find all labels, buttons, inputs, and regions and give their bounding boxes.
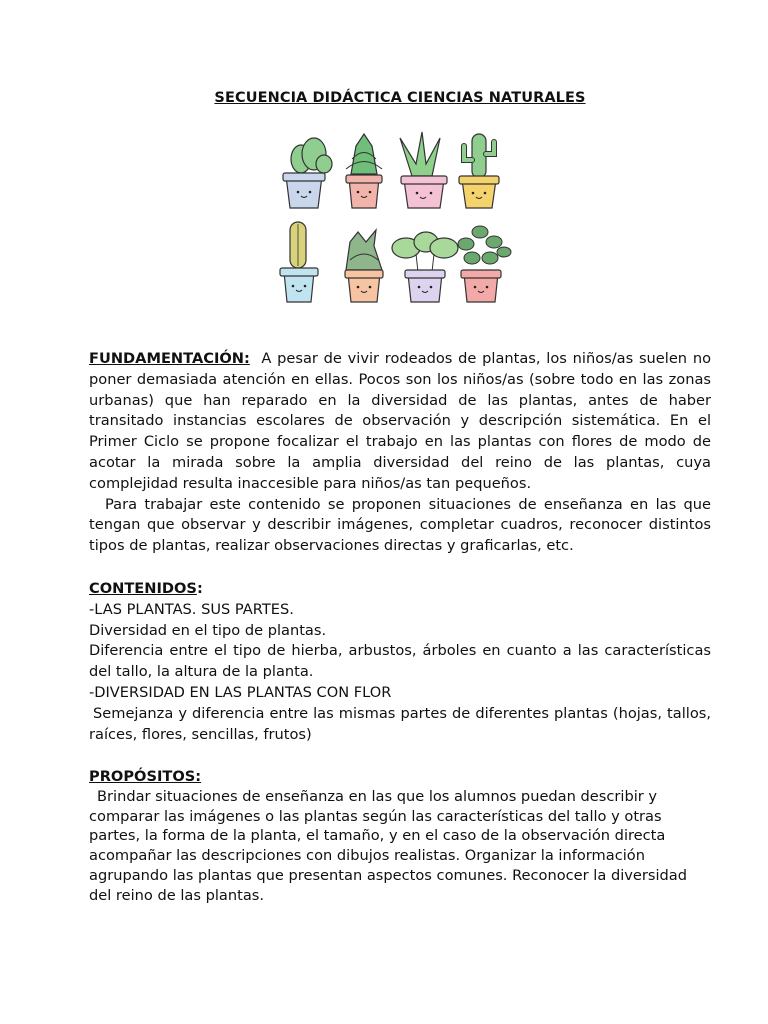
page-title: SECUENCIA DIDÁCTICA CIENCIAS NATURALES <box>214 90 586 106</box>
propositos-section <box>89 767 711 906</box>
contenidos-line: -DIVERSIDAD EN LAS PLANTAS CON FLOR <box>89 683 392 701</box>
contenidos-heading: CONTENIDOS <box>89 580 197 597</box>
fundamentacion-text-1: A pesar de vivir rodeados de plantas, los niños/as suelen no poner demasiada atención en ellas. Pocos son los niños/as (sobre todo en las zonas urbanas) que han reparado en la diversidad de las plantas, antes de haber transitado instancias escolares de observación y descripción sistemática. En el Primer Ciclo se propone focalizar el trabajo en las plantas con flores de modo de acotar la mirada sobre la amplia diversidad del reino de las plantas, cuya complejidad resulta inaccesible para niños/as tan pequeños. <box>89 350 711 492</box>
succulent-plant-1-icon <box>346 134 382 208</box>
contenidos-heading-colon: : <box>196 580 203 597</box>
fundamentacion-paragraph-1 <box>89 349 711 495</box>
potted-plants-illustration <box>276 124 526 314</box>
fundamentacion-section <box>89 349 711 557</box>
contenidos-line: -LAS PLANTAS. SUS PARTES. <box>89 600 294 618</box>
contenidos-heading-line <box>89 579 711 600</box>
bushy-plant-icon <box>458 226 511 302</box>
propositos-heading-line <box>89 767 711 787</box>
leafy-plant-icon <box>392 232 458 302</box>
saguaro-cactus-icon <box>459 134 499 208</box>
cactus-plant-2-icon <box>280 222 318 302</box>
propositos-paragraph: Brindar situaciones de enseñanza en las que los alumnos puedan describir y comparar las imágenes o las plantas según las características del tallo y otras partes, la forma de la planta, el tamaño, y en el caso de la observación directa acompañar las descripciones con dibujos realistas. Organizar la información agrupando las plantas que presentan aspectos comunes. Reconocer la diversidad del reino de las plantas. <box>89 787 688 904</box>
propositos-heading: PROPÓSITOS: <box>89 768 202 785</box>
contenidos-line: Semejanza y diferencia entre las mismas partes de diferentes plantas (hojas, tallos, raíces, flores, sencillas, frutos) <box>89 704 711 743</box>
fundamentacion-paragraph-2: Para trabajar este contenido se proponen situaciones de enseñanza en las que tengan que observar y describir imágenes, completar cuadros, reconocer distintos tipos de plantas, realizar observaciones directas y graficarlas, etc. <box>89 495 711 555</box>
contenidos-section <box>89 579 711 745</box>
cactus-plant-1-icon <box>283 138 332 208</box>
contenidos-line: Diferencia entre el tipo de hierba, arbustos, árboles en cuanto a las características del tallo, la altura de la planta. <box>89 642 711 681</box>
aloe-plant-icon <box>400 132 447 208</box>
fundamentacion-heading: FUNDAMENTACIÓN: <box>89 350 250 367</box>
contenidos-line: Diversidad en el tipo de plantas. <box>89 621 327 639</box>
succulent-plant-2-icon <box>345 230 383 302</box>
